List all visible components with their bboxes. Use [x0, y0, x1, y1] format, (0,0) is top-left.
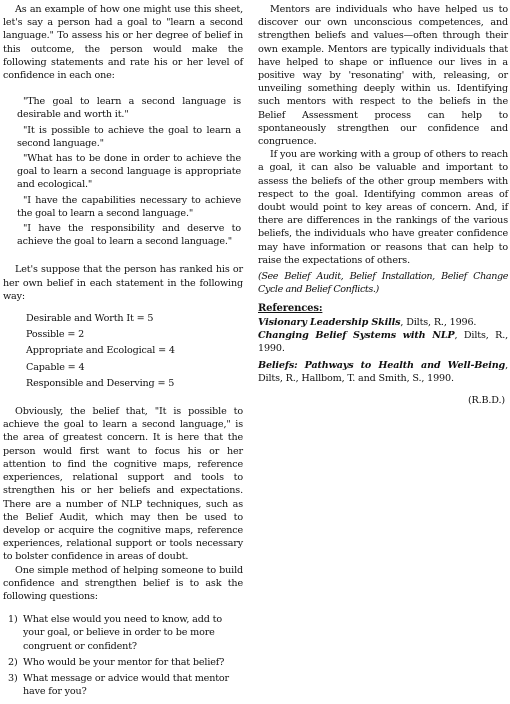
- question-item: [3, 613, 243, 653]
- quote-capable: "I have the capabilities necessary to achieve the goal to learn a second language.": [17, 194, 241, 219]
- question-text: What else would you need to know, add to your goal, or believe in order to be more congruent or confident?: [23, 614, 222, 652]
- ranking-item: Desirable and Worth It = 5: [26, 313, 154, 325]
- obviously-paragraph: Obviously, the belief that, "It is possible to achieve the goal to learn a second language," is the area of greatest concern. It is here that the person would first want to focus his or her attention to find the cognitive maps, reference experiences, relational support and tools to strengthen his or her beliefs and expectations. There are a number of NLP techniques, such as the Belief Audit, which may then be used to develop or acquire the cognitive maps, reference experiences, relational support or tools necessary to bolster confidence in areas of doubt.: [3, 406, 243, 563]
- references-heading: References:: [258, 303, 323, 315]
- reference-title: Changing Belief Systems with NLP: [258, 329, 455, 341]
- ranking-intro-paragraph: Let's suppose that the person has ranked his or her own belief in each statement in the following way:: [3, 264, 243, 302]
- left-column: [3, 3, 243, 701]
- author-initials: (R.B.D.): [467, 394, 505, 406]
- reference-details: , Dilts, R., 1990.: [258, 329, 508, 355]
- ranking-item: Capable = 4: [26, 361, 85, 373]
- question-number: 1): [8, 614, 18, 626]
- reference-details: , Dilts, R., Hallbom, T. and Smith, S., 1990.: [258, 360, 508, 385]
- reference-item: [258, 329, 508, 355]
- ranking-item: Responsible and Deserving = 5: [26, 377, 175, 389]
- quote-possible: "It is possible to achieve the goal to learn a second language.": [17, 124, 241, 149]
- ranking-item: Appropriate and Ecological = 4: [26, 345, 175, 357]
- quote-responsible: "I have the responsibility and deserve to achieve the goal to learn a second language.": [17, 223, 241, 248]
- reference-item: [258, 359, 508, 385]
- intro-paragraph: As an example of how one might use this sheet, let's say a person had a goal to "learn a second language." To assess his or her degree of belief in this outcome, the person would make the following statements and rate his or her level of confidence in each one:: [3, 4, 243, 82]
- question-list: [3, 613, 243, 698]
- right-column: [258, 3, 508, 407]
- question-item: [3, 656, 243, 669]
- question-text: Who would be your mentor for that belief?: [23, 656, 225, 668]
- quote-desirable: "The goal to learn a second language is desirable and worth it.": [17, 96, 241, 121]
- question-number: 2): [8, 656, 18, 668]
- see-also-note: (See Belief Audit, Belief Installation, Belief Change Cycle and Belief Conflicts.): [258, 271, 508, 296]
- question-item: [3, 672, 243, 698]
- question-text: What message or advice would that mentor have for you?: [23, 672, 229, 698]
- reference-details: , Dilts, R., 1996.: [400, 316, 477, 328]
- reference-title: Visionary Leadership Skills: [258, 316, 401, 328]
- quote-appropriate: "What has to be done in order to achieve the goal to learn a second language is appropriate and ecological.": [17, 153, 241, 191]
- mentors-paragraph: Mentors are individuals who have helped us to discover our own unconscious competences, and strengthen beliefs and values—often through their own example. Mentors are typically individuals that have helped to shape or influence our lives in a positive way by 'resonating' with, releasing, or unveiling something deeply within us. Identifying such mentors with respect to the beliefs in the Belief Assessment process can help to spontaneously strengthen our confidence and congruence.: [258, 4, 508, 148]
- one-simple-method-paragraph: One simple method of helping someone to build confidence and strengthen belief is to ask the following questions:: [3, 564, 243, 602]
- reference-title: Beliefs: Pathways to Health and Well-Being: [258, 360, 506, 372]
- group-paragraph: If you are working with a group of others to reach a goal, it can also be valuable and important to assess the beliefs of the other group members with respect to the goal. Identifying common areas of doubt would point to key areas of concern. And, if there are differences in the rankings of the various beliefs, the individuals who have greater confidence may have information or reasons that can help to raise the expectations of others.: [258, 149, 508, 266]
- question-number: 3): [8, 672, 18, 684]
- ranking-item: Possible = 2: [26, 329, 85, 341]
- reference-item: [258, 316, 508, 329]
